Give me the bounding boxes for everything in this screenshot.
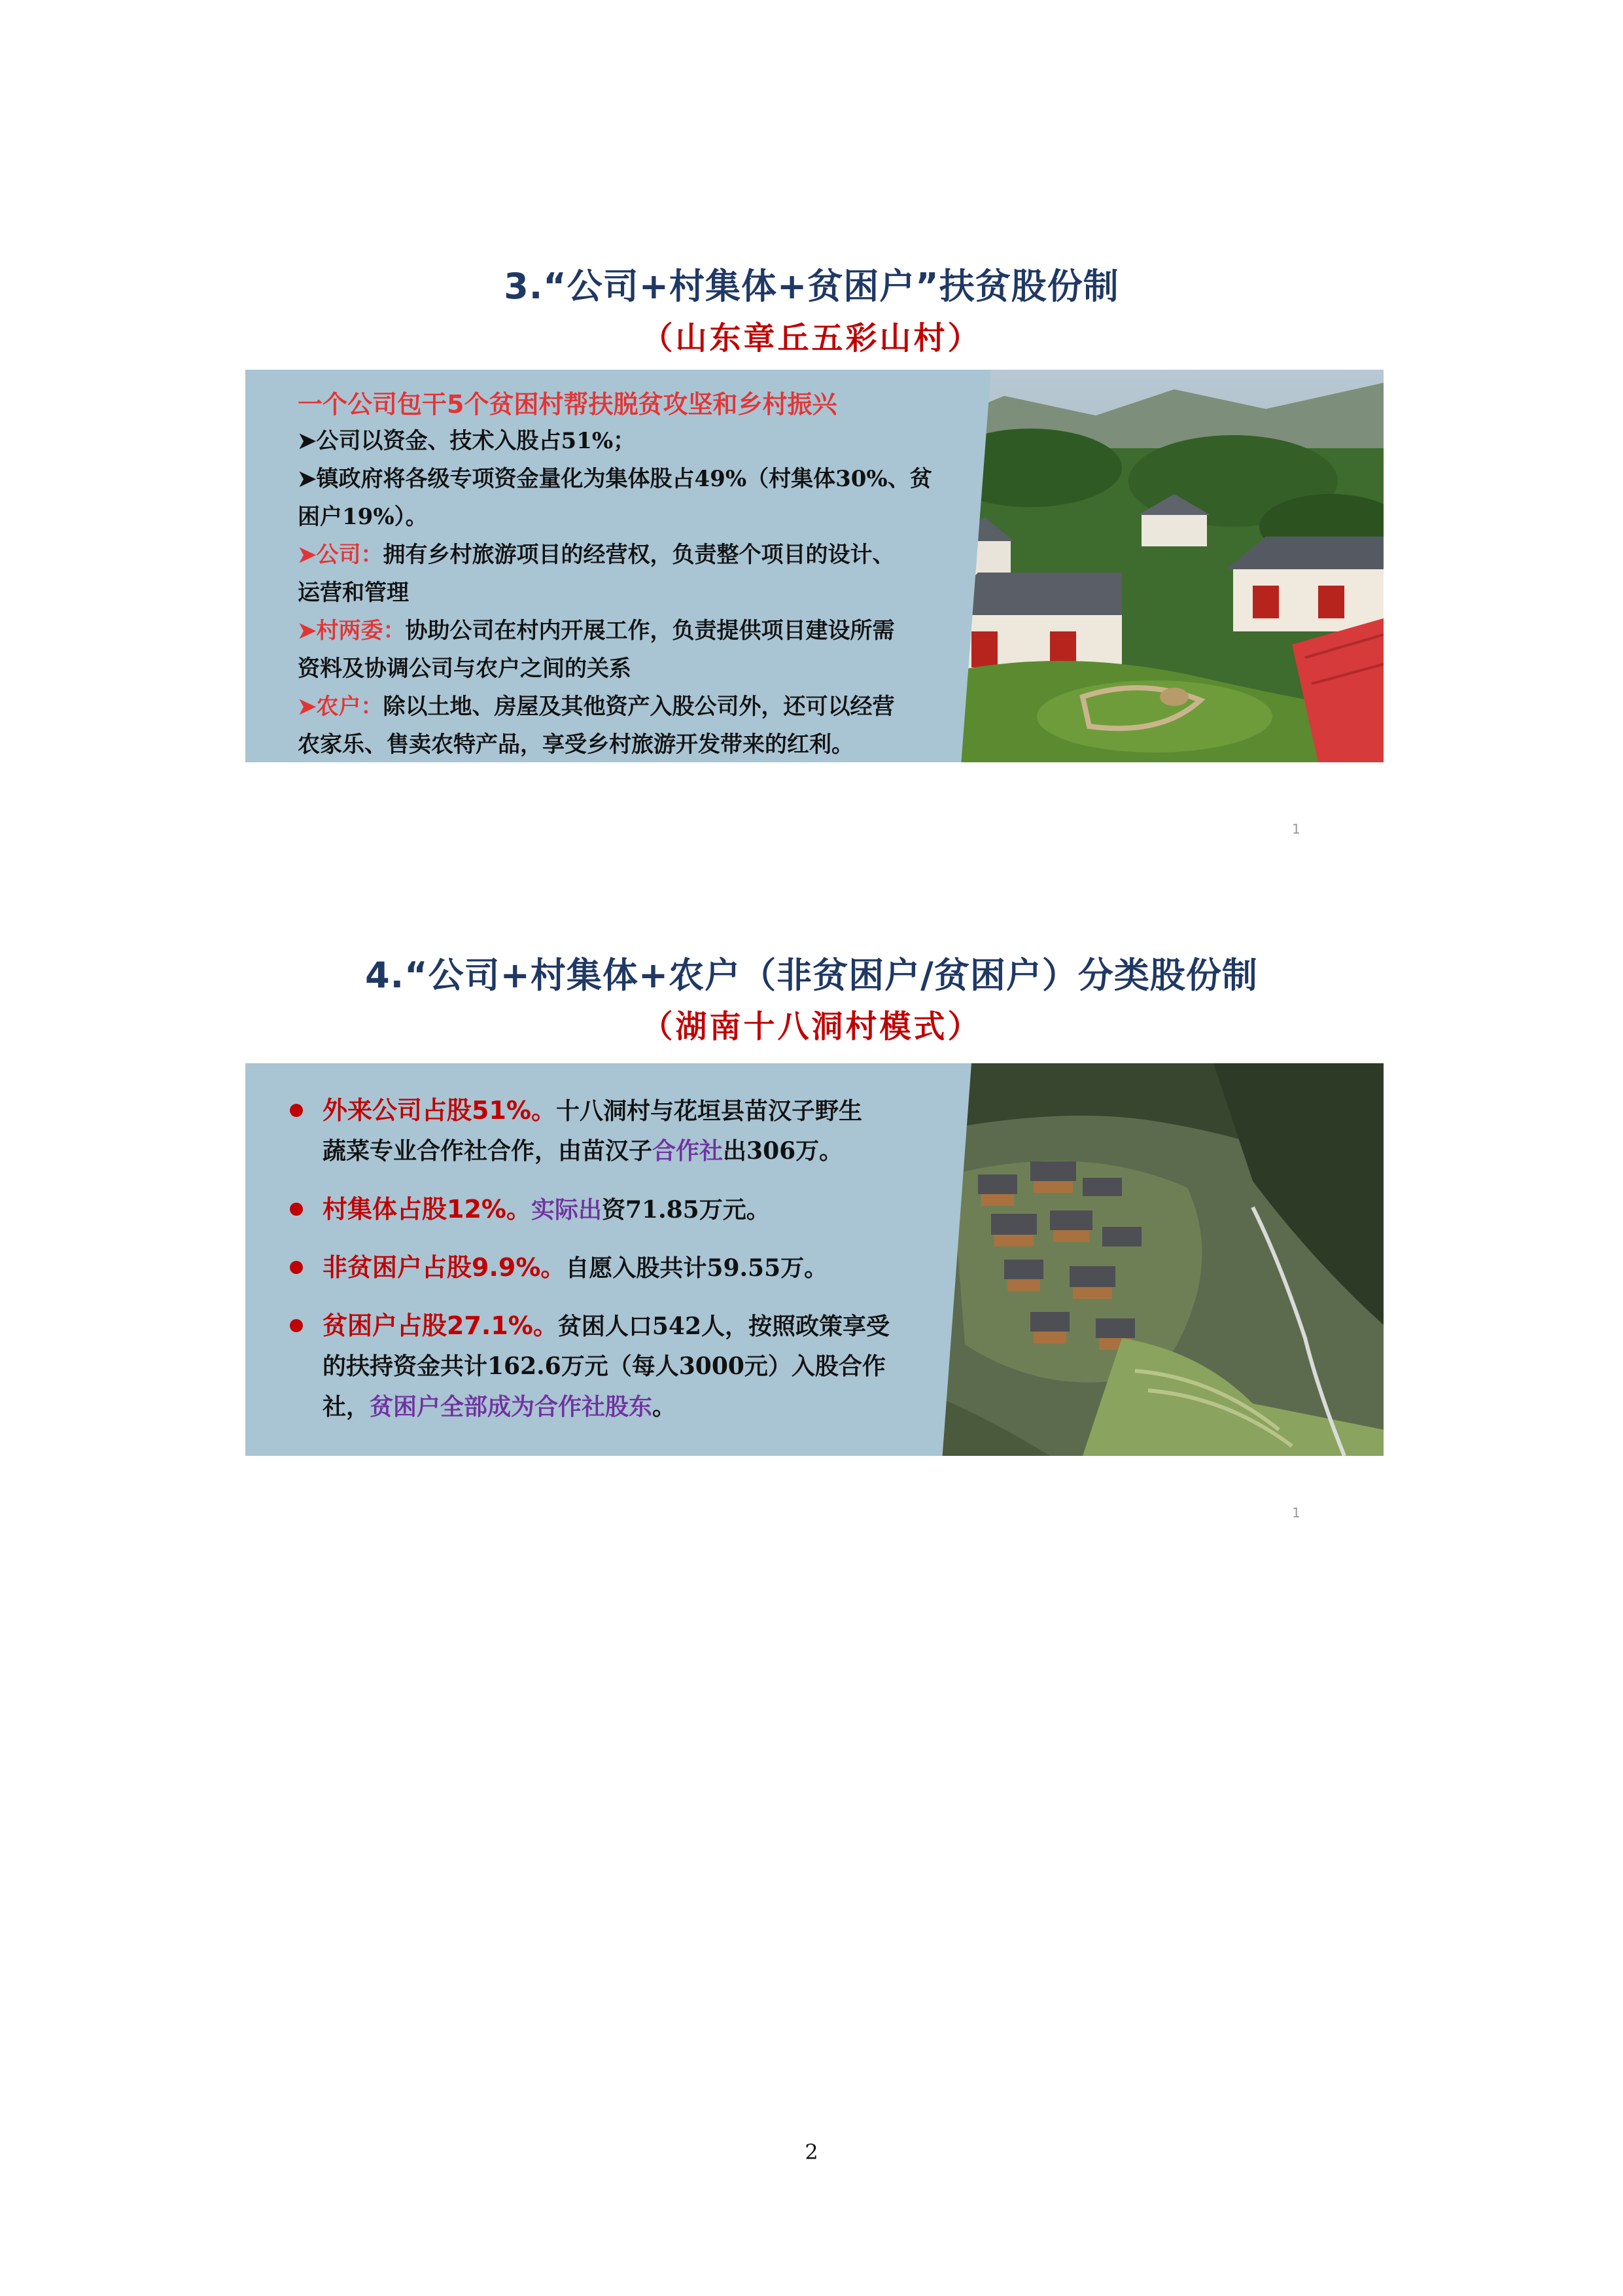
slide1-line: 资料及协调公司与农户之间的关系	[298, 656, 631, 682]
slide1-line: 困户19%）。	[298, 504, 428, 530]
bullet-poor-share-cont: 社，贫困户全部成为合作社股东。	[323, 1393, 676, 1421]
slide1-line: ➤镇政府将各级专项资金量化为集体股占49%（村集体30%、贫	[298, 466, 932, 492]
slide1-line: ➤公司以资金、技术入股占51%；	[298, 428, 636, 454]
slide2-number: 1	[1292, 1505, 1300, 1521]
slide1-line: ➤村两委：协助公司在村内开展工作，负责提供项目建设所需	[298, 618, 895, 644]
bullet-village-share: 村集体占股12%。实际出资71.85万元。	[323, 1195, 770, 1224]
bullet-nonpoor-share: 非贫困户占股9.9%。自愿入股共计59.55万。	[323, 1253, 828, 1282]
slide1-headline: 一个公司包干5个贫困村帮扶脱贫攻坚和乡村振兴	[298, 390, 837, 419]
slide1-line: ➤农户：除以土地、房屋及其他资产入股公司外，还可以经营	[298, 694, 895, 720]
bullet-dot	[290, 1203, 303, 1216]
slide1-title: 3.“公司+村集体+贫困户”扶贫股份制	[504, 266, 1119, 307]
bullet-dot	[290, 1261, 303, 1274]
bullet-poor-share-cont: 的扶持资金共计162.6万元（每人3000元）入股合作	[323, 1352, 886, 1380]
slide1-line: 农家乐、售卖农特产品，享受乡村旅游开发带来的红利。	[298, 732, 854, 758]
slide1-subtitle: （山东章丘五彩山村）	[641, 320, 982, 357]
bullet-company-share: 外来公司占股51%。十八洞村与花垣县苗汉子野生	[323, 1096, 862, 1125]
bullet-dot	[290, 1104, 303, 1117]
slide2-subtitle: （湖南十八洞村模式）	[641, 1008, 982, 1045]
slide1-content	[245, 370, 1384, 762]
page-number: 2	[805, 2140, 818, 2164]
slide1-line: 运营和管理	[298, 580, 409, 606]
slide2-title: 4.“公司+村集体+农户（非贫困户/贫困户）分类股份制	[365, 955, 1258, 996]
bullet-poor-share: 贫困户占股27.1%。贫困人口542人，按照政策享受	[323, 1311, 890, 1340]
slide2-content	[245, 1063, 1384, 1456]
slide1-line: ➤公司：拥有乡村旅游项目的经营权，负责整个项目的设计、	[298, 542, 895, 568]
bullet-company-share-cont: 蔬菜专业合作社合作，由苗汉子合作社出306万。	[323, 1137, 843, 1165]
bullet-dot	[290, 1319, 303, 1332]
slide1-number: 1	[1292, 821, 1300, 837]
